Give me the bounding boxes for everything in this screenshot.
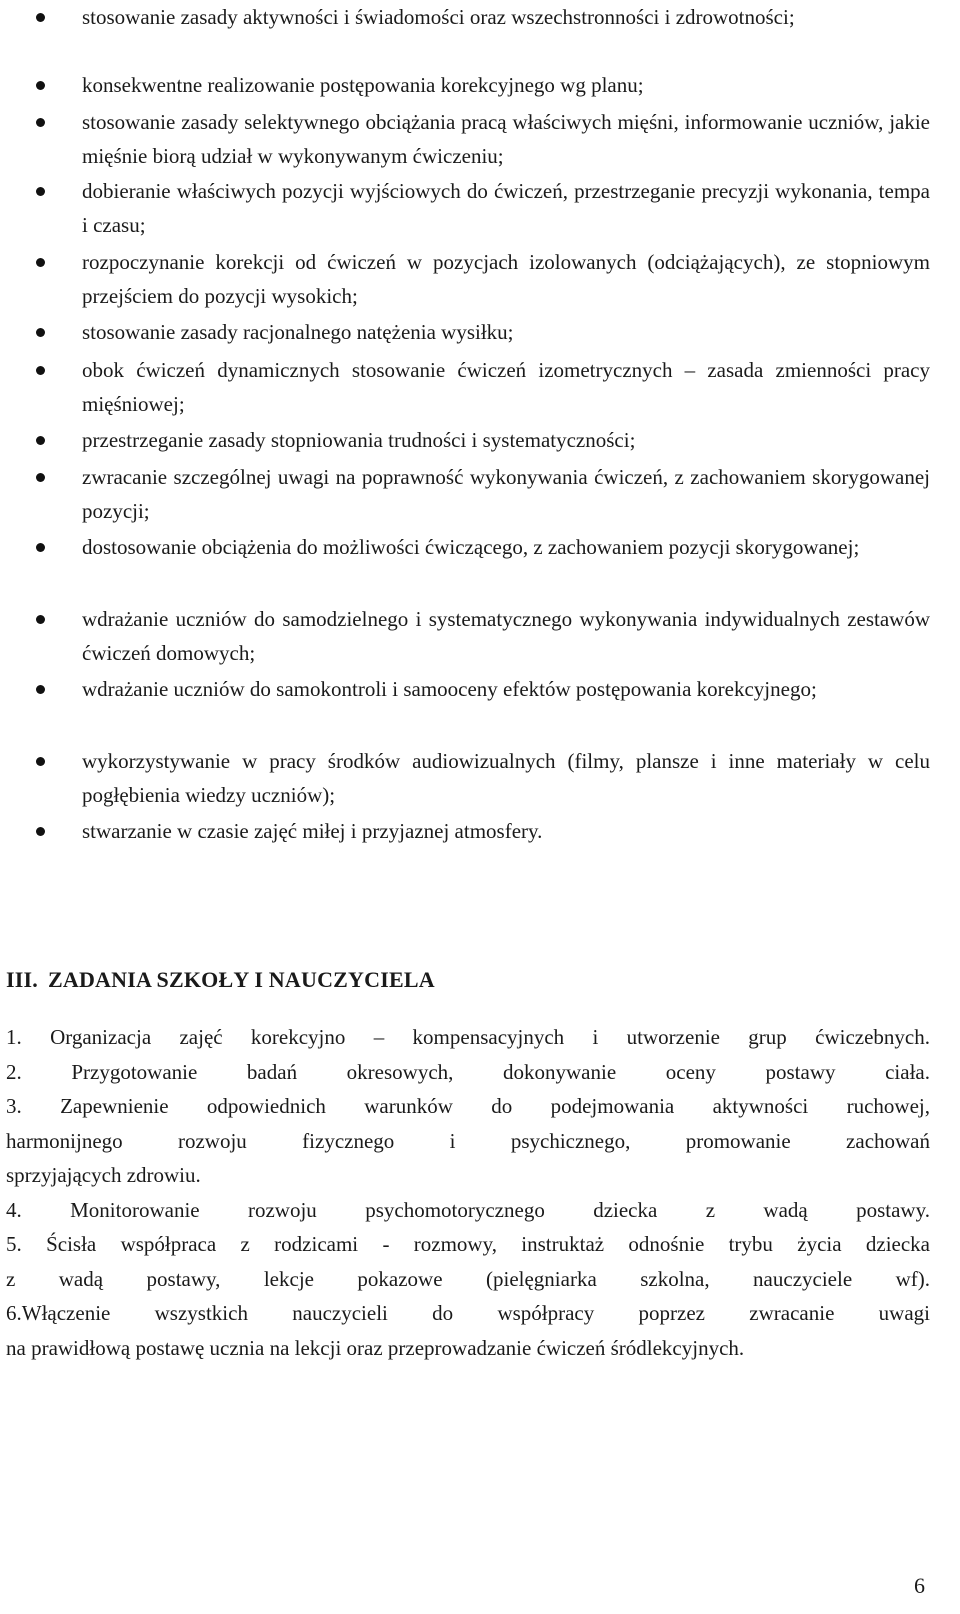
page-number: 6	[914, 1573, 925, 1598]
task-line: 5. Ścisła współpraca z rodzicami - rozmowy, instruktaż odnośnie trybu życia dziecka	[6, 1232, 930, 1256]
bullet-text: rozpoczynanie korekcji od ćwiczeń w pozycjach izolowanych (odciążających), ze stopniowym przejściem do pozycji wysokich;	[82, 250, 930, 308]
bullet-dot-icon	[36, 81, 45, 90]
bullet-dot-icon	[36, 366, 45, 375]
bullet-item	[82, 68, 930, 102]
bullet-dot-icon	[36, 757, 45, 766]
task-line: harmonijnego rozwoju fizycznego i psychicznego, promowanie zachowań	[6, 1128, 930, 1153]
task-line: 3. Zapewnienie odpowiednich warunków do podejmowania aktywności ruchowej,	[6, 1094, 930, 1118]
task-line: sprzyjających zdrowiu.	[6, 1163, 201, 1187]
bullet-text: konsekwentne realizowanie postępowania korekcyjnego wg planu;	[82, 73, 644, 97]
task-list	[6, 1020, 930, 1365]
bullet-item	[82, 105, 930, 173]
bullet-item	[82, 814, 930, 848]
bullet-item	[82, 744, 930, 812]
bullet-text: wykorzystywanie w pracy środków audiowizualnych (filmy, plansze i inne materiały w celu pogłębienia wiedzy uczniów);	[82, 749, 930, 807]
bullet-item	[82, 315, 930, 349]
task-line: z wadą postawy, lekcje pokazowe (pielęgniarka szkolna, nauczyciele wf).	[6, 1266, 930, 1291]
section-heading	[6, 965, 435, 995]
bullet-text: dobieranie właściwych pozycji wyjściowych do ćwiczeń, przestrzeganie precyzji wykonania, tempa i czasu;	[82, 179, 930, 237]
bullet-dot-icon	[36, 187, 45, 196]
bullet-item	[82, 672, 930, 706]
bullet-text: stosowanie zasady selektywnego obciążania pracą właściwych mięśni, informowanie uczniów, jakie mięśnie biorą udział w wykonywanym ćwiczeniu;	[82, 110, 930, 168]
bullet-text: przestrzeganie zasady stopniowania trudności i systematyczności;	[82, 428, 636, 452]
bullet-item	[82, 602, 930, 670]
bullet-dot-icon	[36, 258, 45, 267]
bullet-text: stwarzanie w czasie zajęć miłej i przyjaznej atmosfery.	[82, 819, 543, 843]
bullet-item	[82, 0, 930, 34]
bullet-item	[82, 423, 930, 457]
task-line: 4. Monitorowanie rozwoju psychomotorycznego dziecka z wadą postawy.	[6, 1197, 930, 1222]
bullet-item	[82, 460, 930, 528]
bullet-dot-icon	[36, 436, 45, 445]
bullet-text: stosowanie zasady racjonalnego natężenia wysiłku;	[82, 320, 514, 344]
bullet-text: wdrażanie uczniów do samodzielnego i systematycznego wykonywania indywidualnych zestawów ćwiczeń domowych;	[82, 607, 930, 665]
bullet-text: stosowanie zasady aktywności i świadomości oraz wszechstronności i zdrowotności;	[82, 5, 795, 29]
bullet-item	[82, 174, 930, 242]
bullet-item	[82, 353, 930, 421]
section-number: III.	[6, 967, 38, 992]
bullet-dot-icon	[36, 685, 45, 694]
bullet-text: wdrażanie uczniów do samokontroli i samooceny efektów postępowania korekcyjnego;	[82, 677, 817, 701]
task-line: 2. Przygotowanie badań okresowych, dokonywanie oceny postawy ciała.	[6, 1059, 930, 1084]
bullet-dot-icon	[36, 827, 45, 836]
bullet-text: obok ćwiczeń dynamicznych stosowanie ćwiczeń izometrycznych – zasada zmienności pracy mięśniowej;	[82, 358, 930, 416]
bullet-text: dostosowanie obciążenia do możliwości ćwiczącego, z zachowaniem pozycji skorygowanej;	[82, 535, 860, 559]
task-line: 6.Włączenie wszystkich nauczycieli do współpracy poprzez zwracanie uwagi	[6, 1301, 930, 1325]
bullet-dot-icon	[36, 13, 45, 22]
bullet-dot-icon	[36, 543, 45, 552]
bullet-text: zwracanie szczególnej uwagi na poprawność wykonywania ćwiczeń, z zachowaniem skorygowanej pozycji;	[82, 465, 930, 523]
bullet-item	[82, 245, 930, 313]
section-title: ZADANIA SZKOŁY I NAUCZYCIELA	[48, 967, 435, 992]
bullet-dot-icon	[36, 615, 45, 624]
task-line: 1. Organizacja zajęć korekcyjno – kompensacyjnych i utworzenie grup ćwiczebnych.	[6, 1025, 930, 1049]
task-line: na prawidłową postawę ucznia na lekcji oraz przeprowadzanie ćwiczeń śródlekcyjnych.	[6, 1335, 745, 1360]
bullet-dot-icon	[36, 473, 45, 482]
bullet-dot-icon	[36, 328, 45, 337]
bullet-item	[82, 530, 930, 564]
bullet-dot-icon	[36, 118, 45, 127]
